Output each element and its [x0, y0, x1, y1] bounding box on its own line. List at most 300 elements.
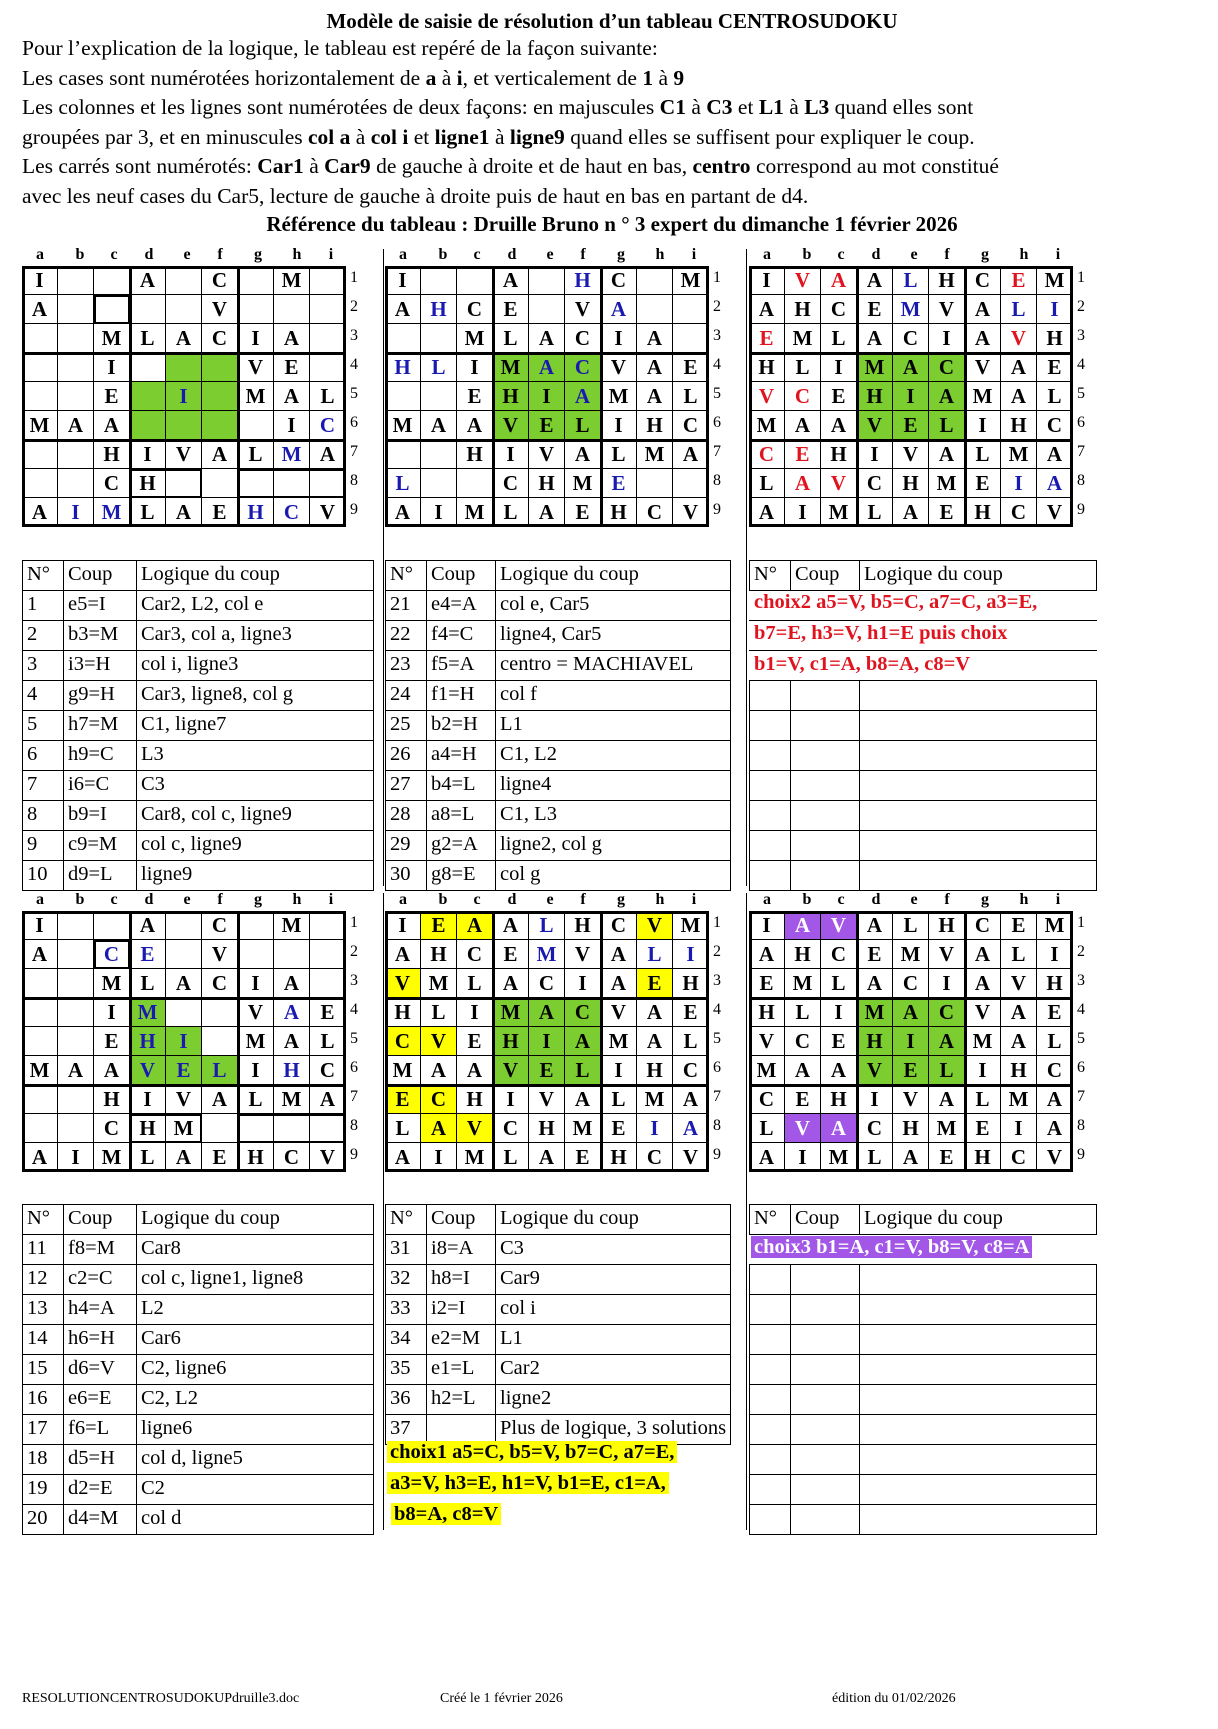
- table-cell: b2=H: [427, 711, 496, 741]
- cell-letter: E: [1011, 268, 1026, 292]
- cell-letter: A: [794, 913, 811, 937]
- cell-letter: M: [101, 500, 122, 524]
- cell-letter: E: [867, 297, 882, 321]
- cell-letter: A: [866, 268, 883, 292]
- column-header: Logique du coup: [860, 1205, 1097, 1235]
- centrosudoku-grid: [749, 266, 1073, 527]
- table-row: [750, 1325, 1097, 1355]
- row-label: 7: [713, 443, 721, 460]
- table-cell: d5=H: [64, 1445, 137, 1475]
- table-cell: i6=C: [64, 771, 137, 801]
- cell-letter: V: [1046, 1145, 1063, 1169]
- table-cell: Car9: [496, 1265, 731, 1295]
- cell-letter: H: [974, 1145, 991, 1169]
- cell-letter: L: [903, 268, 918, 292]
- column-label: d: [871, 891, 881, 908]
- cell-letter: A: [830, 1058, 847, 1082]
- table-cell: C2, ligne6: [137, 1355, 374, 1385]
- choice-text: b8=A, c8=V: [391, 1503, 501, 1525]
- cell-letter: A: [974, 971, 991, 995]
- column-label: d: [507, 891, 517, 908]
- cell-letter: C: [319, 413, 336, 437]
- cell-letter: A: [974, 326, 991, 350]
- table-cell: h7=M: [64, 711, 137, 741]
- table-cell: [791, 1295, 860, 1325]
- cell-letter: A: [902, 355, 919, 379]
- cell-letter: A: [1010, 1000, 1027, 1024]
- cell-letter: L: [395, 1116, 410, 1140]
- table-cell: 36: [386, 1385, 427, 1415]
- row-label: 7: [1077, 443, 1085, 460]
- table-row: [23, 711, 374, 741]
- text-run: col i: [370, 124, 409, 149]
- choice-choix2: [751, 587, 1040, 680]
- text-run: L1: [758, 95, 784, 119]
- cell-letter: A: [574, 442, 591, 466]
- cell-letter: A: [938, 384, 955, 408]
- cell-letter: V: [610, 1000, 627, 1024]
- table-row: [750, 831, 1097, 861]
- cell-letter: H: [938, 913, 955, 937]
- cell-letter: H: [866, 384, 883, 408]
- cell-letter: H: [758, 355, 775, 379]
- cell-letter: L: [1011, 942, 1026, 966]
- table-cell: b9=I: [64, 801, 137, 831]
- cell-letter: C: [211, 326, 228, 350]
- cage-border: [238, 469, 346, 498]
- cell-letter: I: [614, 1058, 623, 1082]
- row-label: 2: [350, 298, 358, 315]
- table-cell: f1=H: [427, 681, 496, 711]
- cell-letter: C: [502, 1116, 519, 1140]
- table-cell: 28: [386, 801, 427, 831]
- cell-letter: L: [575, 413, 590, 437]
- table-reference: Référence du tableau : Druille Bruno n ° 3 expert du dimanche 1 février 2026: [266, 212, 958, 236]
- table-cell: 37: [386, 1415, 427, 1445]
- cell-letter: V: [139, 1058, 156, 1082]
- cell-letter: M: [828, 500, 849, 524]
- row-label: 6: [350, 414, 358, 431]
- row-label: 6: [713, 1059, 721, 1076]
- cell-letter: E: [611, 471, 626, 495]
- cell-letter: L: [759, 1116, 774, 1140]
- cell-letter: C: [794, 1029, 811, 1053]
- cell-letter: I: [798, 500, 807, 524]
- cell-letter: C: [103, 1116, 120, 1140]
- cell-letter: L: [1011, 297, 1026, 321]
- cell-letter: C: [574, 326, 591, 350]
- cage-border: [130, 1114, 202, 1143]
- table-cell: [860, 1475, 1097, 1505]
- cell-letter: L: [939, 413, 954, 437]
- cell-letter: E: [320, 1000, 335, 1024]
- table-row: [23, 621, 374, 651]
- cell-letter: M: [572, 1116, 593, 1140]
- table-row: [750, 1415, 1097, 1445]
- cell-letter: A: [974, 297, 991, 321]
- text-run: quand elles sont: [829, 95, 974, 119]
- table-cell: Plus de logique, 3 solutions: [496, 1415, 731, 1445]
- cell-letter: M: [936, 471, 957, 495]
- table-row: [750, 801, 1097, 831]
- cell-letter: E: [903, 413, 918, 437]
- box-divider: [600, 266, 603, 527]
- cell-letter: I: [506, 442, 515, 466]
- table-row: [23, 831, 374, 861]
- table-cell: Car2, L2, col e: [137, 591, 374, 621]
- cell-letter: I: [1014, 1116, 1023, 1140]
- row-label: 6: [350, 1059, 358, 1076]
- cell-letter: E: [759, 326, 774, 350]
- cell-letter: A: [682, 442, 699, 466]
- column-label: d: [144, 246, 154, 263]
- cell-letter: I: [287, 413, 296, 437]
- table-row: [23, 1415, 374, 1445]
- cell-letter: L: [759, 471, 774, 495]
- row-label: 4: [1077, 1001, 1085, 1018]
- table-cell: g9=H: [64, 681, 137, 711]
- cell-letter: L: [431, 1000, 446, 1024]
- table-cell: 4: [23, 681, 64, 711]
- cell-letter: C: [610, 913, 627, 937]
- box-divider: [492, 266, 495, 527]
- text-run: Les colonnes et les lignes sont numérotées de deux façons: en majuscules: [22, 95, 660, 119]
- text-run: col a: [308, 124, 351, 149]
- cell-letter: A: [175, 1145, 192, 1169]
- cell-letter: A: [902, 1145, 919, 1169]
- table-cell: [791, 1385, 860, 1415]
- cell-letter: M: [29, 1058, 50, 1082]
- table-cell: 24: [386, 681, 427, 711]
- table-row: [23, 1265, 374, 1295]
- table-cell: ligne4, Car5: [496, 621, 731, 651]
- cell-letter: V: [394, 971, 411, 995]
- table-cell: [750, 1265, 791, 1295]
- cell-letter: A: [758, 942, 775, 966]
- row-label: 4: [350, 356, 358, 373]
- table-cell: col d: [137, 1505, 374, 1535]
- column-label: a: [399, 891, 407, 908]
- cell-letter: L: [431, 355, 446, 379]
- cell-letter: A: [866, 971, 883, 995]
- table-cell: f4=C: [427, 621, 496, 651]
- cell-letter: E: [683, 1000, 698, 1024]
- cell-letter: I: [614, 326, 623, 350]
- cell-letter: H: [1010, 413, 1027, 437]
- cell-letter: A: [646, 384, 663, 408]
- table-cell: col c, ligne1, ligne8: [137, 1265, 374, 1295]
- table-cell: e2=M: [427, 1325, 496, 1355]
- table-cell: [860, 1295, 1097, 1325]
- explanation-line: [22, 123, 1202, 153]
- cell-letter: A: [866, 326, 883, 350]
- cell-letter: M: [536, 942, 557, 966]
- move-table-header: [750, 1205, 1097, 1235]
- choice-text: choix3 b1=A, c1=V, b8=V, c8=A: [751, 1236, 1032, 1258]
- table-cell: 14: [23, 1325, 64, 1355]
- table-cell: [860, 1385, 1097, 1415]
- cell-letter: H: [902, 1116, 919, 1140]
- cell-letter: H: [430, 942, 447, 966]
- cell-letter: M: [900, 297, 921, 321]
- grid-border: [749, 266, 1073, 527]
- text-run: , et verticalement de: [462, 65, 643, 90]
- table-cell: [750, 1385, 791, 1415]
- document-header: [22, 8, 1202, 238]
- column-label: d: [871, 246, 881, 263]
- cell-letter: M: [392, 413, 413, 437]
- cell-letter: C: [902, 326, 919, 350]
- cell-letter: M: [972, 1029, 993, 1053]
- table-row: [386, 861, 731, 891]
- cell-letter: I: [470, 355, 479, 379]
- cell-letter: E: [395, 1087, 410, 1111]
- cell-letter: A: [610, 297, 627, 321]
- cell-letter: A: [1010, 384, 1027, 408]
- cell-letter: L: [320, 1029, 335, 1053]
- cell-letter: L: [140, 326, 155, 350]
- cell-letter: A: [103, 413, 120, 437]
- cell-letter: M: [101, 971, 122, 995]
- table-cell: [860, 1325, 1097, 1355]
- cell-letter: L: [140, 971, 155, 995]
- cell-letter: I: [906, 1029, 915, 1053]
- centrosudoku-grid: [749, 911, 1073, 1172]
- cell-letter: A: [394, 500, 411, 524]
- cell-letter: C: [211, 913, 228, 937]
- cell-letter: V: [319, 500, 336, 524]
- row-label: 5: [350, 1030, 358, 1047]
- move-table: [22, 1204, 374, 1535]
- move-table-header: [23, 561, 374, 591]
- cell-letter: I: [942, 326, 951, 350]
- table-cell: [791, 771, 860, 801]
- cell-letter: M: [500, 355, 521, 379]
- cell-letter: E: [831, 1029, 846, 1053]
- cell-letter: A: [175, 326, 192, 350]
- cell-letter: V: [610, 355, 627, 379]
- cell-letter: V: [646, 913, 663, 937]
- cell-letter: V: [211, 297, 228, 321]
- row-label: 2: [713, 298, 721, 315]
- column-label: h: [655, 246, 665, 263]
- cell-letter: H: [502, 384, 519, 408]
- table-cell: [791, 831, 860, 861]
- box-divider: [22, 352, 346, 355]
- table-row: [386, 741, 731, 771]
- choice-line: [751, 1232, 1032, 1263]
- cell-letter: I: [542, 1029, 551, 1053]
- cell-letter: A: [938, 442, 955, 466]
- column-header: N°: [23, 1205, 64, 1235]
- page-separator: [383, 249, 384, 886]
- cage-border: [238, 1114, 346, 1143]
- text-run: groupées par 3, et en minuscules: [22, 124, 308, 149]
- cell-letter: E: [104, 384, 119, 408]
- cell-letter: H: [974, 500, 991, 524]
- cell-letter: C: [283, 1145, 300, 1169]
- table-row: [750, 1295, 1097, 1325]
- cell-letter: A: [574, 1029, 591, 1053]
- cell-letter: I: [470, 1000, 479, 1024]
- column-label: f: [944, 891, 950, 908]
- column-label: e: [546, 891, 554, 908]
- cell-letter: A: [758, 297, 775, 321]
- column-label: f: [217, 891, 223, 908]
- cell-letter: C: [682, 1058, 699, 1082]
- cell-letter: H: [1046, 971, 1063, 995]
- table-cell: ligne6: [137, 1415, 374, 1445]
- table-cell: 12: [23, 1265, 64, 1295]
- cell-letter: H: [646, 1058, 663, 1082]
- cell-letter: V: [758, 1029, 775, 1053]
- cell-letter: L: [647, 942, 662, 966]
- column-label: c: [473, 246, 481, 263]
- row-label: 8: [350, 1117, 358, 1134]
- table-row: [23, 1445, 374, 1475]
- column-label: c: [473, 891, 481, 908]
- cell-letter: A: [394, 942, 411, 966]
- table-cell: 35: [386, 1355, 427, 1385]
- table-cell: [750, 801, 791, 831]
- box-divider: [856, 266, 859, 527]
- cell-letter: H: [103, 442, 120, 466]
- column-label: c: [110, 246, 118, 263]
- column-header: Logique du coup: [496, 561, 731, 591]
- box-divider: [22, 439, 346, 442]
- table-cell: [860, 1445, 1097, 1475]
- table-row: [386, 711, 731, 741]
- column-label: e: [546, 246, 554, 263]
- column-label: b: [438, 891, 448, 908]
- cell-letter: C: [758, 1087, 775, 1111]
- page-separator: [746, 893, 747, 1530]
- column-header: Coup: [64, 561, 137, 591]
- column-label: a: [36, 891, 44, 908]
- row-label: 3: [1077, 327, 1085, 344]
- table-cell: centro = MACHIAVEL: [496, 651, 731, 681]
- box-divider: [22, 997, 346, 1000]
- cell-letter: L: [867, 500, 882, 524]
- cell-letter: I: [870, 1087, 879, 1111]
- cell-letter: C: [394, 1029, 411, 1053]
- cell-letter: A: [175, 971, 192, 995]
- cell-letter: I: [251, 326, 260, 350]
- cell-letter: C: [283, 500, 300, 524]
- table-cell: 17: [23, 1415, 64, 1445]
- cell-letter: A: [610, 971, 627, 995]
- grid-border: [749, 911, 1073, 1172]
- cell-letter: H: [1010, 1058, 1027, 1082]
- table-cell: [860, 771, 1097, 801]
- table-cell: [860, 861, 1097, 891]
- footer-edition: édition du 01/02/2026: [832, 1691, 956, 1706]
- table-cell: Car8, col c, ligne9: [137, 801, 374, 831]
- table-cell: 23: [386, 651, 427, 681]
- row-label: 4: [1077, 356, 1085, 373]
- text-run: Les carrés sont numérotés:: [22, 154, 258, 178]
- row-label: 5: [713, 1030, 721, 1047]
- cell-letter: H: [538, 471, 555, 495]
- cell-letter: L: [140, 500, 155, 524]
- column-label: e: [910, 246, 918, 263]
- cell-letter: C: [830, 942, 847, 966]
- row-label: 7: [350, 443, 358, 460]
- cell-letter: E: [539, 413, 554, 437]
- cell-letter: H: [1046, 326, 1063, 350]
- table-cell: Car8: [137, 1235, 374, 1265]
- column-label: h: [292, 891, 302, 908]
- column-label: b: [75, 891, 85, 908]
- table-cell: h2=L: [427, 1385, 496, 1415]
- table-cell: 1: [23, 591, 64, 621]
- cell-letter: E: [503, 942, 518, 966]
- box-divider: [385, 1084, 709, 1087]
- table-cell: c9=M: [64, 831, 137, 861]
- table-row: [23, 681, 374, 711]
- cell-letter: I: [434, 1145, 443, 1169]
- cell-letter: A: [466, 1058, 483, 1082]
- cell-letter: C: [758, 442, 775, 466]
- cell-letter: I: [978, 413, 987, 437]
- cell-letter: A: [574, 1087, 591, 1111]
- box-divider: [749, 1084, 1073, 1087]
- choice-text: b1=V, c1=A, b8=A, c8=V: [754, 653, 971, 675]
- cell-letter: E: [831, 384, 846, 408]
- table-cell: 22: [386, 621, 427, 651]
- table-cell: C1, L3: [496, 801, 731, 831]
- column-label: h: [1019, 246, 1029, 263]
- cell-letter: E: [903, 1058, 918, 1082]
- cell-letter: A: [646, 1029, 663, 1053]
- row-label: 9: [1077, 501, 1085, 518]
- table-cell: [750, 711, 791, 741]
- cell-letter: V: [866, 413, 883, 437]
- table-cell: [860, 1505, 1097, 1535]
- cell-letter: M: [1044, 268, 1065, 292]
- cell-letter: C: [974, 268, 991, 292]
- column-label: g: [254, 891, 262, 908]
- cell-letter: E: [539, 1058, 554, 1082]
- table-cell: [860, 801, 1097, 831]
- table-row: [750, 1385, 1097, 1415]
- table-cell: L2: [137, 1295, 374, 1325]
- cell-letter: M: [644, 442, 665, 466]
- cell-letter: V: [430, 1029, 447, 1053]
- cell-letter: E: [284, 355, 299, 379]
- table-cell: 3: [23, 651, 64, 681]
- cell-letter: L: [795, 355, 810, 379]
- cell-letter: I: [650, 1116, 659, 1140]
- cell-letter: H: [646, 413, 663, 437]
- text-run: ligne1: [434, 124, 490, 149]
- cell-letter: H: [610, 1145, 627, 1169]
- table-row: [386, 801, 731, 831]
- cell-letter: A: [902, 500, 919, 524]
- table-row: [750, 1265, 1097, 1295]
- table-cell: [750, 1295, 791, 1325]
- table-cell: [791, 861, 860, 891]
- box-divider: [22, 1084, 346, 1087]
- cell-letter: E: [1047, 1000, 1062, 1024]
- cell-letter: A: [283, 971, 300, 995]
- cell-letter: A: [283, 326, 300, 350]
- table-cell: 21: [386, 591, 427, 621]
- table-cell: h4=A: [64, 1295, 137, 1325]
- cell-letter: A: [67, 413, 84, 437]
- centrosudoku-grid: [22, 266, 346, 527]
- page-separator: [383, 893, 384, 1530]
